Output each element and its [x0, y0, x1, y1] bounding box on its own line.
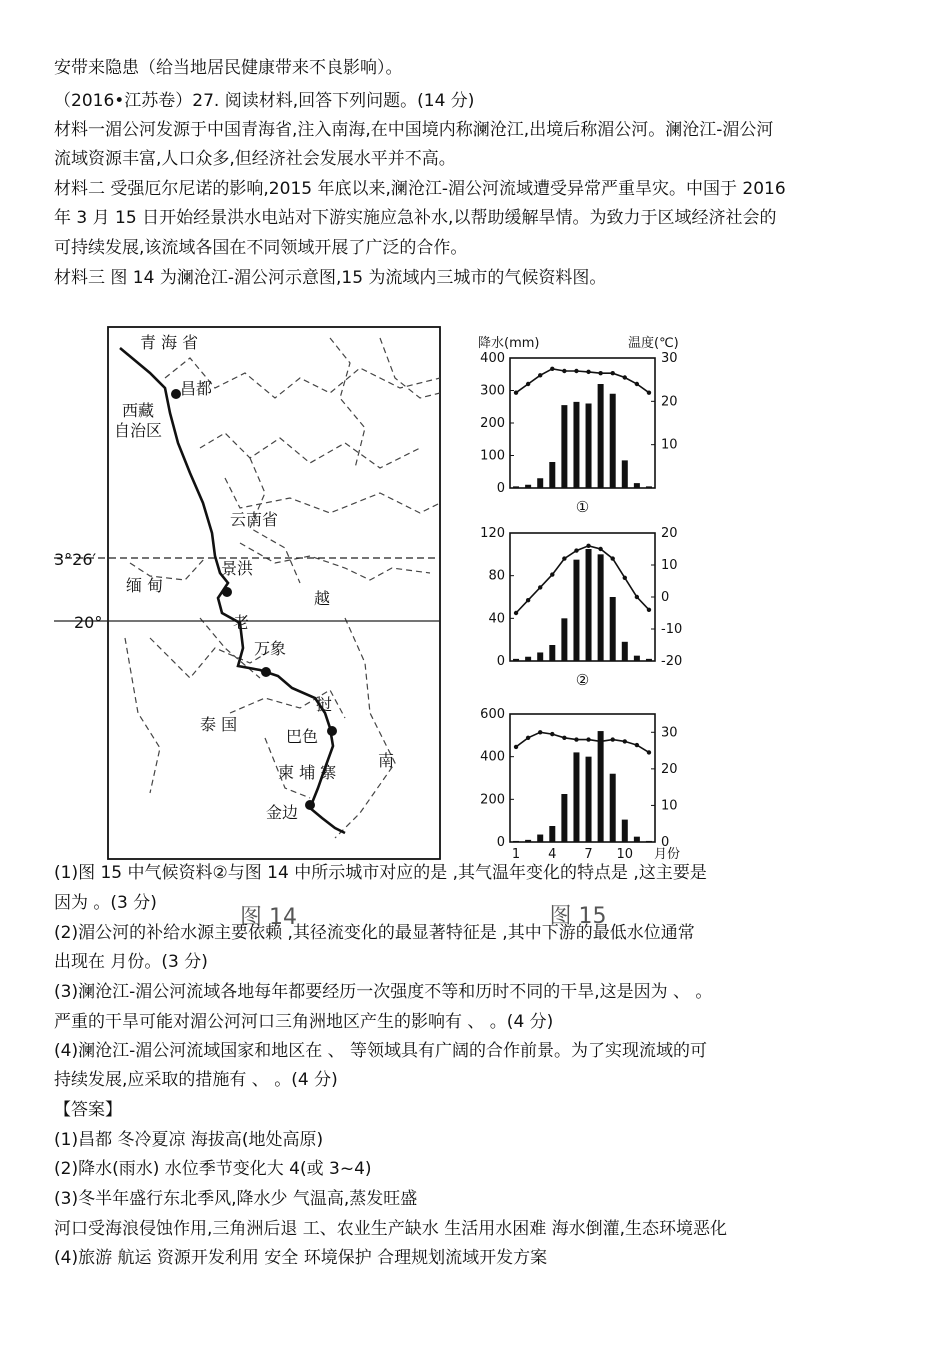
precip-bar-1-month-4: [549, 462, 555, 488]
ytick-right-1-10: 10: [661, 437, 678, 453]
temperature-point-1-month-12: [647, 390, 651, 394]
precip-bar-2-month-1: [513, 659, 519, 661]
label-pakse: 巴色: [286, 727, 319, 746]
chart-title-1: ①: [575, 498, 590, 516]
precip-bar-2-month-2: [525, 657, 531, 661]
ytick-right-2-0: 0: [661, 590, 670, 605]
temperature-point-3-month-8: [598, 739, 602, 743]
xtick-3-10: 10: [616, 847, 634, 862]
temperature-point-1-month-4: [550, 367, 554, 371]
ytick-right-3-30: 30: [661, 725, 678, 741]
precip-bar-1-month-8: [598, 384, 604, 488]
precip-bar-3-month-11: [634, 837, 640, 842]
precip-bar-2-month-9: [610, 597, 616, 661]
temperature-point-1-month-8: [598, 371, 602, 375]
intro-line-1: 安带来隐患（给当地居民健康带来不良影响）。: [54, 58, 403, 78]
xtick-3-1: 1: [511, 847, 521, 862]
precip-bar-3-month-6: [573, 752, 579, 842]
label-myanmar: 缅 甸: [126, 576, 164, 595]
ytick-right-3-0: 0: [661, 835, 670, 850]
xtick-3-7: 7: [584, 847, 593, 862]
precip-bar-1-month-1: [513, 486, 519, 488]
label-cambodia: 柬 埔 寨: [278, 763, 337, 782]
ytick-left-1-400: 400: [480, 351, 505, 366]
ytick-left-1-300: 300: [480, 383, 505, 399]
xtick-3-4: 4: [548, 847, 557, 862]
precip-bar-3-month-5: [561, 794, 567, 842]
precip-bar-1-month-3: [537, 478, 543, 488]
ytick-right-3-10: 10: [661, 798, 678, 814]
temperature-point-2-month-3: [538, 585, 542, 589]
precip-bar-1-month-11: [634, 483, 640, 488]
temperature-point-3-month-3: [538, 730, 542, 734]
ytick-right-2-20: 20: [661, 526, 678, 541]
temperature-point-3-month-1: [514, 745, 518, 749]
precip-bar-3-month-9: [610, 774, 616, 842]
answer-1: (1)昌都 冬冷夏凉 海拔高(地处高原): [54, 1130, 324, 1150]
precip-bar-1-month-7: [586, 404, 592, 489]
temperature-point-2-month-7: [586, 544, 590, 548]
ytick-right-2--20: -20: [661, 654, 683, 669]
chart-frame-1: [510, 358, 655, 488]
x-axis-label: 月份: [653, 847, 681, 862]
precip-bar-3-month-1: [513, 841, 519, 842]
material-2-line-3: 可持续发展,该流域各国在不同领域开展了广泛的合作。: [54, 238, 468, 258]
ytick-left-2-40: 40: [488, 611, 505, 627]
precip-bar-3-month-2: [525, 840, 531, 842]
precip-bar-1-month-9: [610, 394, 616, 488]
ytick-left-3-0: 0: [496, 835, 505, 850]
y-axis-label-temp: 温度(℃): [628, 336, 679, 351]
question-3-line-2: 严重的干旱可能对湄公河河口三角洲地区产生的影响有 、 。(4 分): [54, 1012, 554, 1032]
ytick-left-1-100: 100: [480, 448, 505, 464]
temperature-point-1-month-10: [623, 375, 627, 379]
precip-bar-2-month-7: [586, 549, 592, 661]
label-phnompenh: 金边: [266, 803, 299, 822]
label-yunnan: 云南省: [230, 510, 279, 529]
temperature-point-1-month-3: [538, 373, 542, 377]
y-axis-label-precip: 降水(mm): [478, 336, 540, 351]
temperature-point-2-month-8: [598, 547, 602, 551]
precip-bar-2-month-11: [634, 656, 640, 661]
label-laos-1: 老: [233, 613, 250, 632]
precip-bar-3-month-4: [549, 826, 555, 842]
temperature-point-3-month-5: [562, 736, 566, 740]
temperature-point-1-month-2: [526, 382, 530, 386]
temperature-point-3-month-12: [647, 750, 651, 754]
answer-3-line-1: (3)冬半年盛行东北季风,降水少 气温高,蒸发旺盛: [54, 1189, 418, 1209]
ytick-right-2-10: 10: [661, 558, 678, 573]
label-vietnam-1: 越: [314, 589, 331, 608]
temperature-point-3-month-2: [526, 736, 530, 740]
question-1-line-2: 因为 。(3 分): [54, 893, 157, 913]
question-2-line-1: (2)湄公河的补给水源主要依赖 ,其径流变化的最显著特征是 ,其中下游的最低水位通常: [54, 923, 695, 943]
question-3-line-1: (3)澜沧江-湄公河流域各地每年都要经历一次强度不等和历时不同的干旱,这是因为 、 。: [54, 982, 713, 1002]
temperature-point-2-month-9: [611, 556, 615, 560]
question-heading: （2016•江苏卷）27. 阅读材料,回答下列问题。(14 分): [54, 91, 475, 111]
temperature-point-1-month-5: [562, 369, 566, 373]
precip-bar-1-month-10: [622, 460, 628, 488]
temperature-point-3-month-4: [550, 732, 554, 736]
answer-title: 【答案】: [54, 1100, 122, 1120]
precip-bar-2-month-10: [622, 642, 628, 661]
temperature-line-2: [516, 546, 649, 613]
temperature-point-1-month-9: [611, 371, 615, 375]
question-4-line-1: (4)澜沧江-湄公河流域国家和地区在 、 等领域具有广阔的合作前景。为了实现流域的可: [54, 1041, 708, 1061]
temperature-point-1-month-11: [635, 382, 639, 386]
precip-bar-3-month-7: [586, 757, 592, 842]
precip-bar-1-month-6: [573, 402, 579, 488]
answer-2: (2)降水(雨水) 水位季节变化大 4(或 3~4): [54, 1159, 372, 1179]
temperature-point-3-month-7: [586, 737, 590, 741]
temperature-point-2-month-4: [550, 572, 554, 576]
ytick-left-2-0: 0: [496, 654, 505, 669]
label-vietnam-2: 南: [378, 751, 395, 770]
ytick-left-1-200: 200: [480, 416, 505, 431]
material-1-line-2: 流域资源丰富,人口众多,但经济社会发展水平并不高。: [54, 149, 456, 169]
material-2-line-2: 年 3 月 15 日开始经景洪水电站对下游实施应急补水,以帮助缓解旱情。为致力于区域经济社会的: [54, 208, 777, 228]
precip-bar-1-month-5: [561, 405, 567, 488]
question-1-line-1: (1)图 15 中气候资料②与图 14 中所示城市对应的是 ,其气温年变化的特点是 ,这主要是: [54, 863, 707, 883]
label-xizang-2: 自治区: [114, 421, 163, 440]
precip-bar-2-month-8: [598, 554, 604, 661]
charts-caption: 图 15: [549, 904, 607, 929]
ytick-right-3-20: 20: [661, 761, 678, 777]
question-2-line-2: 出现在 月份。(3 分): [54, 952, 208, 972]
question-4-line-2: 持续发展,应采取的措施有 、 。(4 分): [54, 1070, 338, 1090]
temperature-point-2-month-2: [526, 598, 530, 602]
precip-bar-3-month-3: [537, 835, 543, 842]
precip-bar-2-month-5: [561, 618, 567, 661]
label-jinghong: 景洪: [221, 559, 254, 578]
chart-title-2: ②: [575, 671, 590, 689]
precip-bar-2-month-12: [646, 659, 652, 661]
map-caption: 图 14: [240, 905, 297, 930]
precip-bar-3-month-12: [646, 841, 652, 842]
precip-bar-1-month-12: [646, 486, 652, 488]
temperature-point-2-month-10: [623, 576, 627, 580]
temperature-point-3-month-6: [574, 737, 578, 741]
temperature-point-3-month-11: [635, 743, 639, 747]
label-laos-2: 挝: [316, 695, 333, 714]
temperature-line-3: [516, 732, 649, 752]
ytick-right-1-30: 30: [661, 351, 678, 366]
temperature-point-1-month-7: [586, 370, 590, 374]
ytick-right-1-20: 20: [661, 394, 678, 410]
ytick-right-2--10: -10: [661, 622, 683, 637]
label-thailand: 泰 国: [200, 715, 238, 734]
ytick-left-1-0: 0: [496, 481, 505, 496]
label-xizang-1: 西藏: [122, 401, 155, 420]
temperature-line-1: [516, 369, 649, 393]
label-qinghai: 青 海 省: [140, 333, 199, 352]
precip-bar-1-month-2: [525, 485, 531, 488]
ytick-left-2-80: 80: [488, 568, 505, 584]
label-vientiane: 万象: [254, 639, 287, 658]
temperature-point-2-month-12: [647, 608, 651, 612]
temperature-point-2-month-6: [574, 548, 578, 552]
label-lat-20: 20°: [74, 613, 103, 632]
temperature-point-3-month-10: [623, 739, 627, 743]
temperature-point-2-month-11: [635, 595, 639, 599]
ytick-left-3-200: 200: [480, 792, 505, 808]
label-lat-23: 3°26′: [54, 550, 97, 569]
precip-bar-3-month-10: [622, 820, 628, 842]
ytick-left-3-600: 600: [480, 707, 505, 722]
ytick-left-2-120: 120: [480, 526, 505, 541]
label-changdu: 昌都: [180, 379, 213, 398]
temperature-point-2-month-1: [514, 611, 518, 615]
ytick-left-3-400: 400: [480, 749, 505, 765]
answer-4: (4)旅游 航运 资源开发利用 安全 环境保护 合理规划流域开发方案: [54, 1248, 548, 1268]
precip-bar-2-month-6: [573, 560, 579, 661]
temperature-point-1-month-6: [574, 369, 578, 373]
material-3-line: 材料三 图 14 为澜沧江-湄公河示意图,15 为流域内三城市的气候资料图。: [54, 268, 607, 288]
precip-bar-3-month-8: [598, 731, 604, 842]
precip-bar-2-month-4: [549, 645, 555, 661]
material-1-line-1: 材料一湄公河发源于中国青海省,注入南海,在中国境内称澜沧江,出境后称湄公河。澜沧江-湄公河: [54, 120, 774, 140]
material-2-line-1: 材料二 受强厄尔尼诺的影响,2015 年底以来,澜沧江-湄公河流域遭受异常严重旱灾。中国于 2016: [54, 179, 786, 199]
answer-3-line-2: 河口受海浪侵蚀作用,三角洲后退 工、农业生产缺水 生活用水困难 海水倒灌,生态环境恶化: [54, 1219, 728, 1239]
temperature-point-3-month-9: [611, 737, 615, 741]
chart-frame-3: [510, 714, 655, 842]
temperature-point-2-month-5: [562, 556, 566, 560]
temperature-point-1-month-1: [514, 390, 518, 394]
precip-bar-2-month-3: [537, 652, 543, 661]
